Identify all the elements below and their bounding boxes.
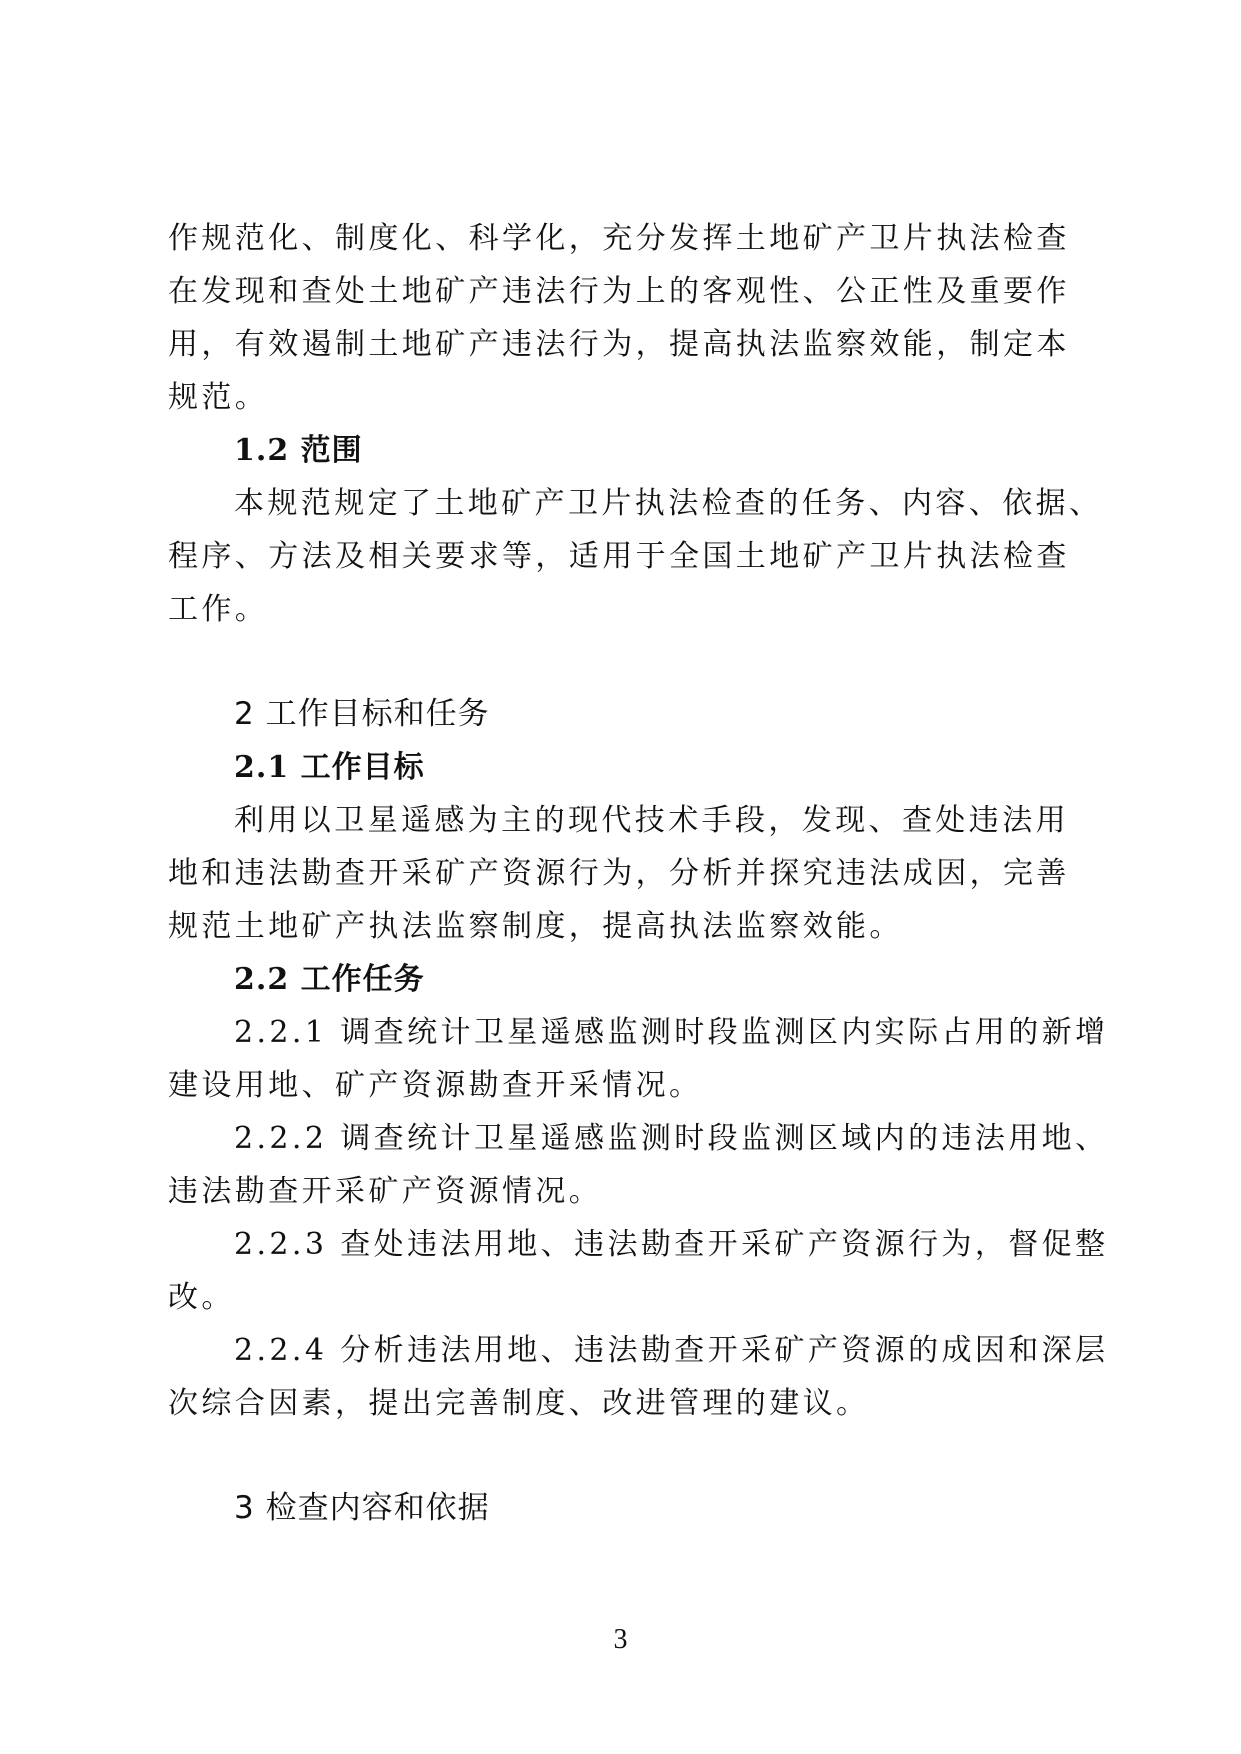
text-line: 改。 (168, 1280, 235, 1315)
text-line: 用，有效遏制土地矿产违法行为，提高执法监察效能，制定本 (168, 327, 1070, 362)
text-line: 2.2.2 调查统计卫星遥感监测时段监测区域内的违法用地、 (234, 1121, 1109, 1156)
text-line: 2.2.1 调查统计卫星遥感监测时段监测区内实际占用的新增 (234, 1015, 1109, 1050)
text-line: 作规范化、制度化、科学化，充分发挥土地矿产卫片执法检查 (168, 221, 1070, 256)
section-gap (168, 636, 1068, 688)
text-line: 2.2.4 分析违法用地、违法勘查开采矿产资源的成因和深层 (234, 1333, 1109, 1368)
page-number: 3 (613, 1624, 628, 1655)
text-line: 违法勘查开采矿产资源情况。 (168, 1174, 603, 1209)
text-line: 在发现和查处土地矿产违法行为上的客观性、公正性及重要作 (168, 274, 1070, 309)
section-heading-3: 3 检查内容和依据 (234, 1490, 490, 1526)
page-body (168, 212, 1109, 1535)
subheading-1-2-scope: 1.2 范围 (234, 433, 363, 468)
section-heading-2: 2 工作目标和任务 (234, 696, 490, 732)
text-line: 地和违法勘查开采矿产资源行为，分析并探究违法成因，完善 (168, 856, 1070, 891)
task-2-2-1-paragraph (168, 1006, 1109, 1112)
text-line: 次综合因素，提出完善制度、改进管理的建议。 (168, 1386, 870, 1421)
task-2-2-4-paragraph (168, 1324, 1109, 1430)
subheading-2-1-goal: 2.1 工作目标 (234, 750, 425, 785)
text-line: 2.2.3 查处违法用地、违法勘查开采矿产资源行为，督促整 (234, 1227, 1109, 1262)
task-2-2-2-paragraph (168, 1112, 1109, 1218)
subheading-2-2-tasks: 2.2 工作任务 (234, 962, 425, 997)
text-line: 规范。 (168, 380, 269, 415)
task-2-2-3-paragraph (168, 1218, 1109, 1324)
text-line: 利用以卫星遥感为主的现代技术手段，发现、查处违法用 (234, 803, 1069, 838)
text-line: 工作。 (168, 592, 269, 627)
text-line: 建设用地、矿产资源勘查开采情况。 (168, 1068, 703, 1103)
text-line: 规范土地矿产执法监察制度，提高执法监察效能。 (168, 909, 903, 944)
text-line: 本规范规定了土地矿产卫片执法检查的任务、内容、依据、 (234, 486, 1103, 521)
goal-paragraph (168, 794, 1068, 953)
section-gap (168, 1430, 1068, 1482)
scope-paragraph (168, 477, 1103, 636)
text-line: 程序、方法及相关要求等，适用于全国土地矿产卫片执法检查 (168, 539, 1070, 574)
intro-paragraph (168, 212, 1068, 424)
